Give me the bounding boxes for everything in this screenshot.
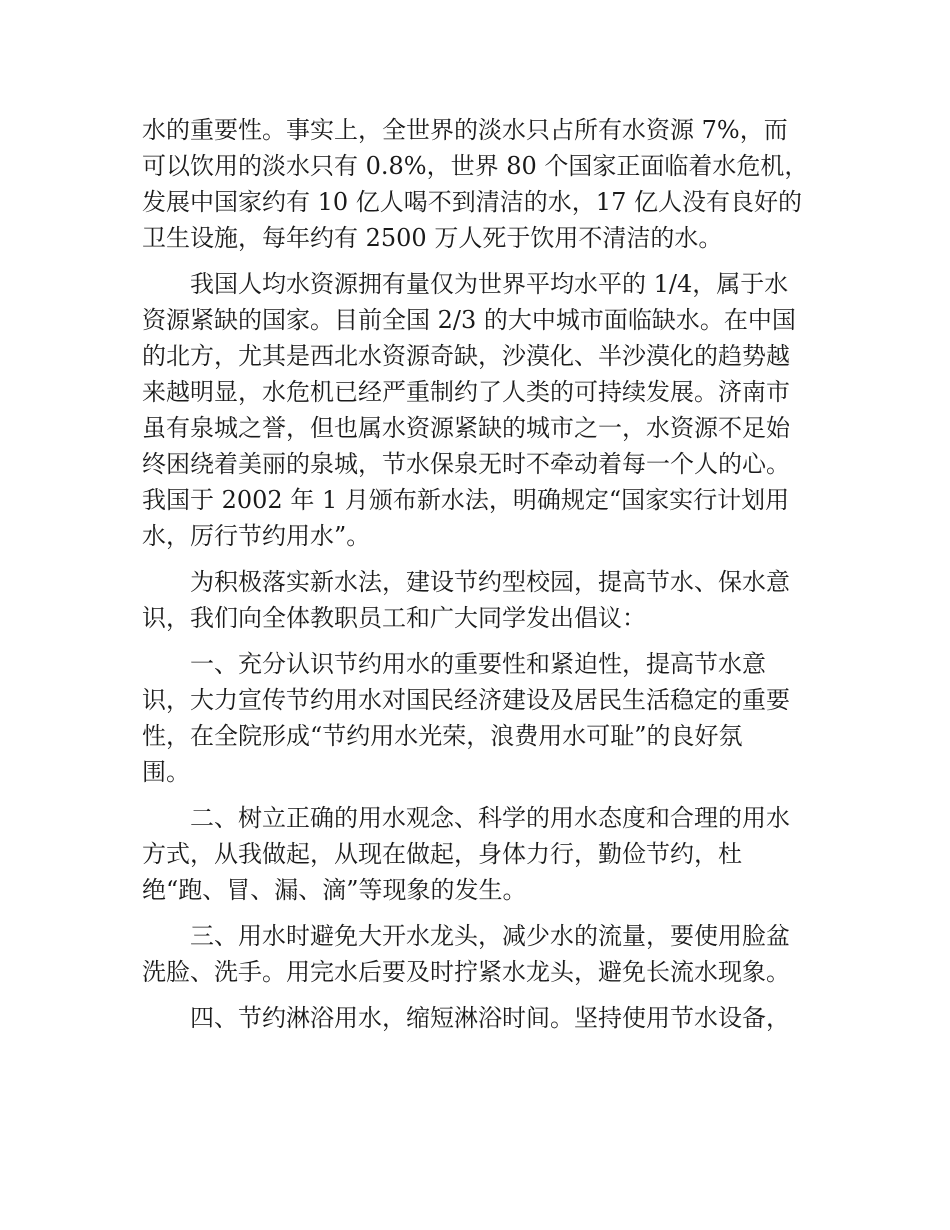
text-line: 资源紧缺的国家。目前全国 2/3 的大中城市面临缺水。在中国 [142,306,796,334]
text-line: 二、树立正确的用水观念、科学的用水态度和合理的用水 [190,804,790,832]
text-line: 为积极落实新水法，建设节约型校园，提高节水、保水意 [190,568,790,596]
text-line: 来越明显，水危机已经严重制约了人类的可持续发展。济南市 [142,378,790,406]
text-line: 水的重要性。事实上，全世界的淡水只占所有水资源 7%，而 [142,116,788,144]
text-line: 方式，从我做起，从现在做起，身体力行，勤俭节约，杜 [142,840,742,868]
paragraph-water-importance [142,112,814,256]
paragraph-china-water-shortage [142,266,814,554]
text-line: 三、用水时避免大开水龙头，减少水的流量，要使用脸盆 [190,922,790,950]
document-body [142,112,814,1046]
text-line: 围。 [142,758,190,786]
paragraph-item-three [142,918,814,990]
paragraph-item-four [142,1000,814,1036]
text-line: 性，在全院形成“节约用水光荣，浪费用水可耻”的良好氛 [142,722,743,750]
paragraph-item-one [142,646,814,790]
text-line: 终困绕着美丽的泉城，节水保泉无时不牵动着每一个人的心。 [142,450,790,478]
text-line: 的北方，尤其是西北水资源奇缺，沙漠化、半沙漠化的趋势越 [142,342,790,370]
text-line: 洗脸、洗手。用完水后要及时拧紧水龙头，避免长流水现象。 [142,958,790,986]
text-line: 我国于 2002 年 1 月颁布新水法，明确规定“国家实行计划用 [142,486,790,514]
text-line: 一、充分认识节约用水的重要性和紧迫性，提高节水意 [190,650,766,678]
text-line: 卫生设施，每年约有 2500 万人死于饮用不清洁的水。 [142,224,723,252]
text-line: 绝“跑、冒、漏、滴”等现象的发生。 [142,876,527,904]
text-line: 四、节约淋浴用水，缩短淋浴时间。坚持使用节水设备， [190,1004,790,1032]
text-line: 识，大力宣传节约用水对国民经济建设及居民生活稳定的重要 [142,686,790,714]
text-line: 发展中国家约有 10 亿人喝不到清洁的水，17 亿人没有良好的 [142,188,802,216]
paragraph-initiative-intro [142,564,814,636]
text-line: 我国人均水资源拥有量仅为世界平均水平的 1/4，属于水 [190,270,789,298]
text-line: 虽有泉城之誉，但也属水资源紧缺的城市之一，水资源不足始 [142,414,790,442]
text-line: 识，我们向全体教职员工和广大同学发出倡议： [142,604,646,632]
text-line: 水，厉行节约用水”。 [142,522,371,550]
text-line: 可以饮用的淡水只有 0.8%，世界 80 个国家正面临着水危机， [142,152,809,180]
paragraph-item-two [142,800,814,908]
